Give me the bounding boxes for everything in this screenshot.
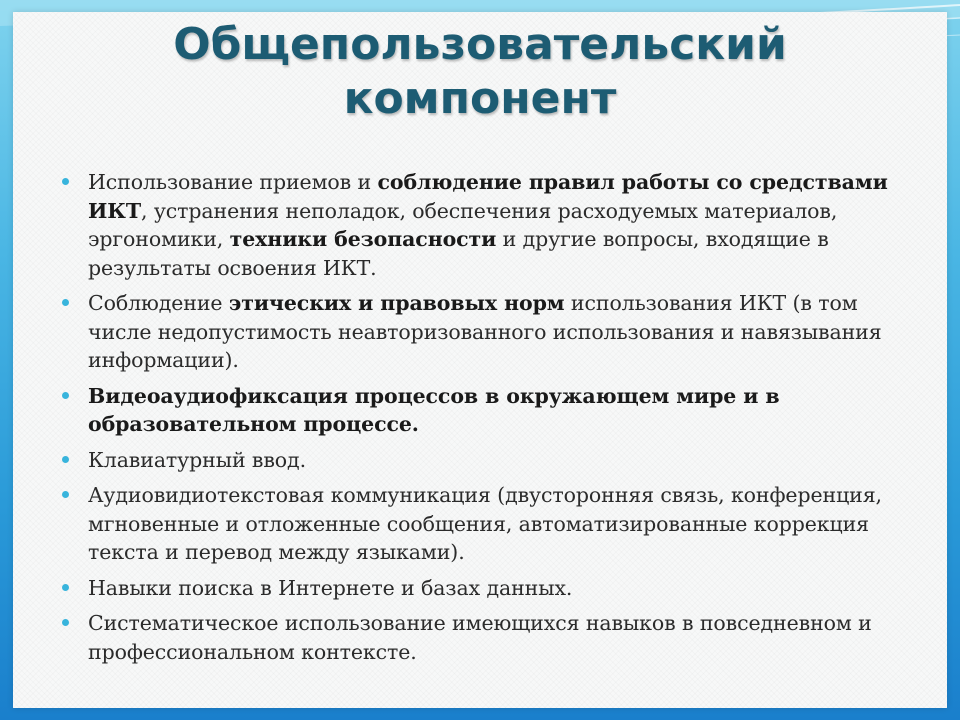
bullet-item: [62, 446, 907, 475]
bullet-text-bold: этических и правовых норм: [228, 291, 565, 315]
slide-title: [0, 18, 960, 126]
bullet-text: Систематическое использование имеющихся навыков в повседневном и профессиональном контексте.: [88, 611, 872, 664]
bullet-dot-icon: [62, 584, 69, 591]
bullet-text-bold: соблюдение правил работы со средствами ИКТ: [88, 170, 888, 223]
bullet-text: Использование приемов и: [88, 170, 378, 194]
bullet-text-bold: Видеоаудиофиксация процессов в окружающем мире и в образовательном процессе.: [88, 383, 780, 436]
bullet-item: [62, 481, 907, 567]
bullet-dot-icon: [62, 619, 69, 626]
slide-title-line2: компонент: [343, 73, 617, 124]
bullet-text: Аудиовидиотекстовая коммуникация (двусторонняя связь, конференция, мгновенные и отложенные сообщения, автоматизированные коррекция текста и перевод между языками).: [88, 483, 882, 564]
bullet-item: [62, 168, 907, 282]
bullet-dot-icon: [62, 299, 69, 306]
bullet-text: , устранения неполадок, обеспечения расходуемых материалов, эргономики,: [88, 198, 838, 251]
bullet-text: использования ИКТ (в том числе недопустимость неавторизованного использования и навязывания информации).: [88, 291, 882, 372]
bullet-dot-icon: [62, 392, 69, 399]
bullet-text: Навыки поиска в Интернете и базах данных.: [88, 575, 573, 600]
bullet-dot-icon: [62, 491, 69, 498]
bullet-item: [62, 289, 907, 375]
slide-title-line1: Общепользовательский: [173, 19, 787, 70]
bullet-dot-icon: [62, 178, 69, 185]
bullet-item: [62, 382, 907, 439]
bullet-item: [62, 609, 907, 666]
bullet-dot-icon: [62, 456, 69, 463]
bullet-list: [62, 168, 907, 673]
bullet-text: и другие вопросы, входящие в результаты освоения ИКТ.: [88, 227, 829, 280]
bullet-item: [62, 574, 907, 603]
bullet-text: Клавиатурный ввод.: [88, 447, 306, 472]
bullet-text-bold: техники безопасности: [229, 227, 497, 251]
bullet-text: Соблюдение: [88, 291, 229, 315]
